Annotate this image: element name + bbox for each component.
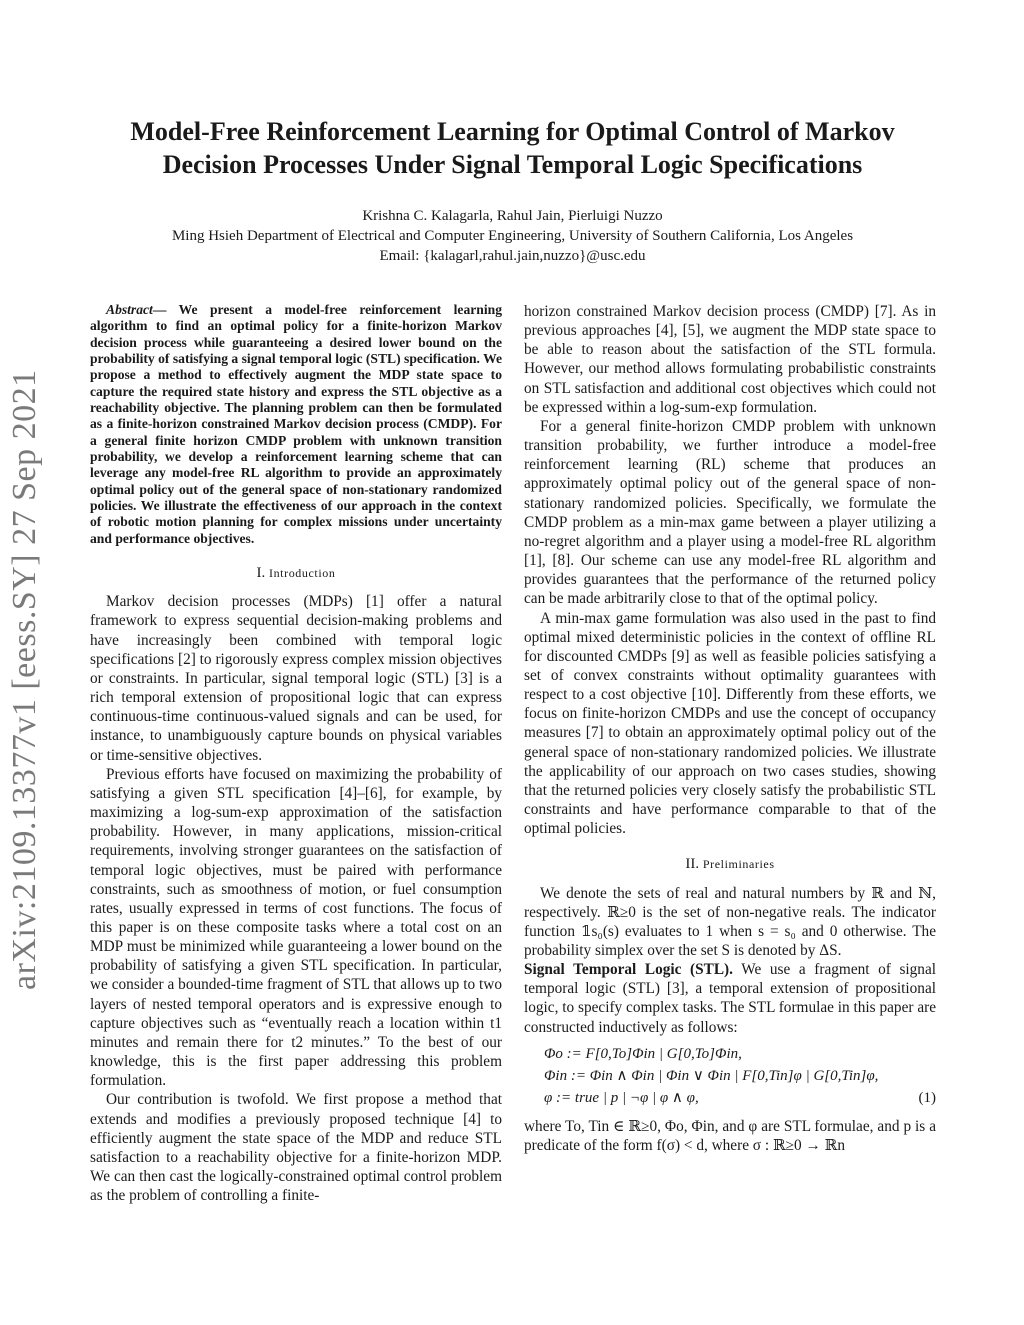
stl-heading: Signal Temporal Logic (STL). <box>524 961 733 979</box>
equation-number: (1) <box>918 1089 936 1106</box>
section-heading-preliminaries <box>524 855 936 874</box>
author-names: Krishna C. Kalagarla, Rahul Jain, Pierluigi Nuzzo <box>362 208 663 224</box>
intro-paragraph: A min-max game formulation was also used in the past to find optimal mixed deterministic policies in the context of offline RL for discounted CMDPs [9] as well as feasible policies satisfying a set of convex constraints without optimality guarantees with respect to a cost objective [10]. Differently from these efforts, we focus on finite-horizon CMDPs and use the concept of occupancy measures [7] to obtain an approximately optimal policy out of the general space of non-stationary randomized policies. We illustrate the applicability of our approach on two cases studies, showing that the returned policies very closely satisfy the probabilistic STL constraints and have performance comparable to that of the optimal policies. <box>524 609 936 838</box>
abstract-text: — We present a model-free reinforcement learning algorithm to find an optimal policy for a finite-horizon Markov decision process while guaranteeing a desired lower bound on the probability of satisfying a signal temporal logic (STL) specification. We propose a method to effectively augment the MDP state space to capture the required state history and express the STL objective as a reachability objective. The planning problem can then be formulated as a finite-horizon constrained Markov decision process (CMDP). For a general finite horizon CMDP problem with unknown transition probability, we develop a reinforcement learning scheme that can leverage any model-free RL algorithm to provide an approximately optimal policy out of the general space of non-stationary randomized policies. We illustrate the effectiveness of our approach in the context of robotic motion planning for complex missions under uncertainty and performance objectives. <box>90 302 502 546</box>
intro-paragraph: Our contribution is twofold. We first propose a method that extends and modifies a previously proposed technique [4] to efficiently augment the state space of the MDP and reduce STL satisfaction to a reachability objective for a finite-horizon MDP. We can then cast the logically-constrained optimal control problem as the problem of controlling a finite- <box>90 1091 502 1205</box>
section-title: Preliminaries <box>702 857 775 872</box>
email-line: Email: {kalagarl,rahul.jain,nuzzo}@usc.edu <box>379 248 646 264</box>
intro-paragraph: Previous efforts have focused on maximizing the probability of satisfying a given STL specification [4]–[6], for example, by maximizing a log-sum-exp approximation of the satisfaction probability. However, in many applications, mission-critical requirements, involving stronger guarantees on the satisfaction of temporal logic objectives, must be paired with performance constraints, such as smoothness of motion, or fuel consumption rates, usually expressed in terms of cost functions. The focus of this paper is on these composite tasks where a total cost on an MDP must be minimized while guaranteeing a lower bound on the probability of satisfying a given STL specification. In particular, we consider a bounded-time fragment of STL that allows up to two layers of nested temporal operators and is expressive enough to capture objectives such as “eventually reach a location within t1 minutes and remain there for t2 minutes.” To the best of our knowledge, this is the first paper addressing this problem formulation. <box>90 765 502 1090</box>
intro-paragraph: Markov decision processes (MDPs) [1] offer a natural framework to express sequential decision-making problems and have increasingly been combined with temporal logic specifications [2] to rigorously express complex mission objectives or constraints. In particular, signal temporal logic (STL) [3] is a rich temporal extension of propositional logic that can express continuous-time continuous-valued signals and can be used, for instance, to unambiguously capture bounds on physical variables or time-sensitive objectives. <box>90 593 502 764</box>
abstract-label: Abstract <box>106 302 153 317</box>
equation-1 <box>524 1043 936 1109</box>
equation-line: Φin := Φin ∧ Φin | Φin ∨ Φin | F[0,Tin]φ | G[0,Tin]φ, <box>544 1067 879 1084</box>
section-number: II. <box>685 856 703 873</box>
right-column <box>524 302 936 1155</box>
equation-text: φ := true | p | ¬φ | φ ∧ φ, <box>544 1089 699 1106</box>
equation-line: Φo := F[0,To]Φin | G[0,To]Φin, <box>544 1045 742 1062</box>
left-column <box>90 302 502 1205</box>
abstract <box>90 302 502 547</box>
author-block <box>90 206 935 266</box>
paper-title: Model-Free Reinforcement Learning for Optimal Control of Markov Decision Processes Under Signal Temporal Logic Specifications <box>130 117 895 179</box>
section-heading-introduction <box>90 564 502 583</box>
affiliation: Ming Hsieh Department of Electrical and Computer Engineering, University of Southern California, Los Angeles <box>171 228 854 244</box>
preliminaries-paragraph: We denote the sets of real and natural numbers by ℝ and ℕ, respectively. ℝ≥0 is the set of non-negative reals. The indicator function 𝟙s₀(s) evaluates to 1 when s = s₀ and 0 otherwise. The probability simplex over the set S is denoted by ΔS. <box>524 884 936 959</box>
arxiv-identifier: arXiv:2109.13377v1 [eess.SY] 27 Sep 2021 <box>6 369 43 990</box>
intro-paragraph: For a general finite-horizon CMDP problem with unknown transition probability, we further introduce a model-free reinforcement learning (RL) scheme that produces an approximately optimal policy out of the general space of non-stationary randomized policies. Specifically, we formulate the CMDP problem as a min-max game between a player utilizing a no-regret algorithm and a player using a model-free RL algorithm [1], [8]. Our scheme can use any model-free RL algorithm and provides guarantees that the performance of the returned policy can be made arbitrarily close to that of the optimal policy. <box>524 417 936 608</box>
closing-paragraph: where To, Tin ∈ ℝ≥0, Φo, Φin, and φ are STL formulae, and p is a predicate of the form f(σ) < d, where σ : ℝ≥0 → ℝn <box>524 1117 936 1154</box>
intro-paragraph-continued: horizon constrained Markov decision process (CMDP) [7]. As in previous approaches [4], [5], we augment the MDP state space to be able to reason about the satisfaction of the STL formula. However, our method allows formulating probabilistic constraints on STL satisfaction and additional cost objectives which could not be expressed within a log-sum-exp formulation. <box>524 303 936 416</box>
stl-paragraph <box>524 960 936 1037</box>
stl-text: We use a fragment of signal temporal logic (STL) [3], a temporal extension of propositional logic, to specify complex tasks. The STL formulae in this paper are constructed inductively as follows: <box>524 961 936 1036</box>
section-title: Introduction <box>268 566 336 581</box>
equation-line <box>524 1087 936 1109</box>
section-number: I. <box>256 565 269 582</box>
